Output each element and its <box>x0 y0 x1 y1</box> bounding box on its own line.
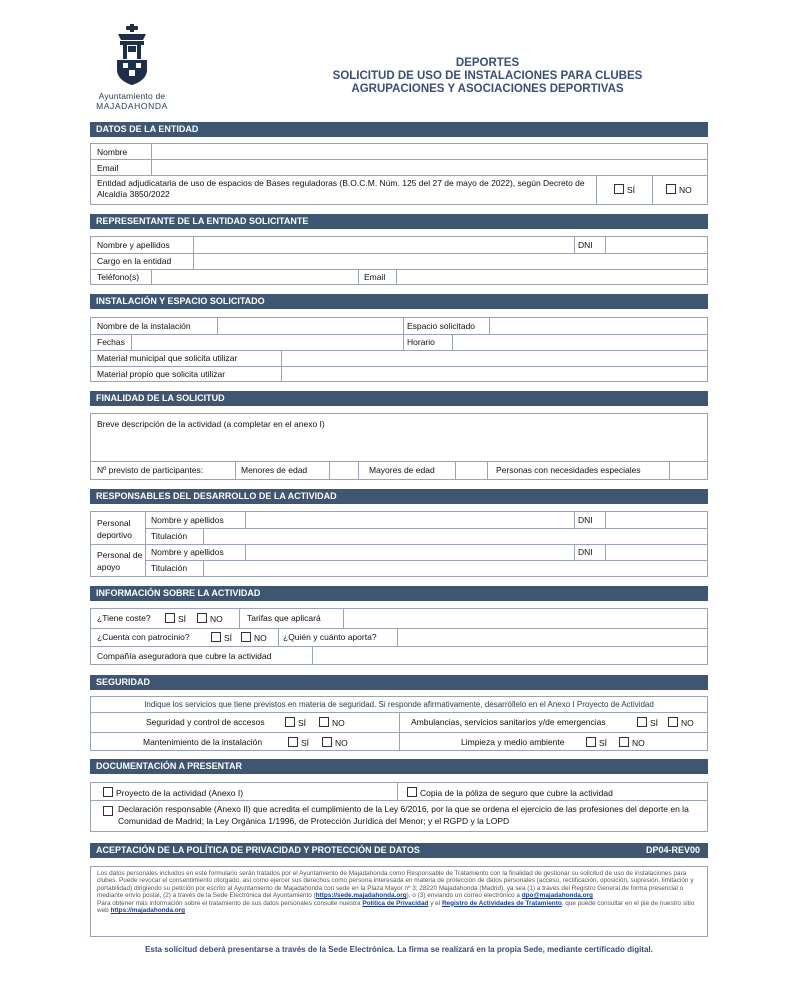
deportivo-nombre-field[interactable] <box>246 512 574 528</box>
limpieza-si-option[interactable]: SÍ <box>586 737 607 749</box>
coste-si-option[interactable]: SÍ <box>165 613 186 625</box>
section-heading-instalacion: INSTALACIÓN Y ESPACIO SOLICITADO <box>90 294 708 309</box>
representante-telefono-field[interactable] <box>152 270 357 285</box>
checkbox[interactable] <box>586 737 596 747</box>
label-personal-apoyo: Personal de apoyo <box>97 550 143 572</box>
finalidad-table <box>90 413 708 480</box>
apoyo-titulacion-field[interactable] <box>204 561 707 576</box>
checkbox[interactable] <box>668 717 678 727</box>
checkbox[interactable] <box>103 787 113 797</box>
label-mantenimiento: Mantenimiento de la instalación <box>143 737 263 747</box>
label-material-municipal: Material municipal que solicita utilizar <box>97 353 238 363</box>
label-titulacion-deportivo: Titulación <box>151 531 188 541</box>
material-propio-field[interactable] <box>282 367 707 382</box>
label-nombre-apellidos: Nombre y apellidos <box>97 240 170 250</box>
quien-field[interactable] <box>398 629 707 646</box>
mantenimiento-si-option[interactable]: SÍ <box>288 737 309 749</box>
label-adjudicataria: Entidad adjudicataria de uso de espacios de Bases reguladoras (B.O.C.M. Núm. 125 del 27 de mayo de 2022), según Decreto de Alcaldía 3850/2022 <box>97 178 585 199</box>
title-line-3: AGRUPACIONES Y ASOCIACIONES DEPORTIVAS <box>351 83 624 95</box>
logo-line-1: Ayuntamiento de <box>98 91 166 101</box>
label-patrocinio: ¿Cuenta con patrocinio? <box>97 632 190 642</box>
label-personal-deportivo: Personal deportivo <box>97 518 132 540</box>
representante-dni-field[interactable] <box>606 237 707 253</box>
checkbox[interactable] <box>666 184 676 194</box>
section-heading-entidad: DATOS DE LA ENTIDAD <box>90 122 708 137</box>
privacidad-box <box>90 866 708 937</box>
descripcion-field[interactable] <box>91 414 707 460</box>
entidad-table <box>90 143 708 205</box>
deportivo-dni-field[interactable] <box>606 512 707 528</box>
limpieza-no-option[interactable]: NO <box>619 737 645 749</box>
checkbox[interactable] <box>288 737 298 747</box>
necesidades-field[interactable] <box>670 462 707 480</box>
entidad-email-field[interactable] <box>152 160 707 175</box>
section-heading-seguridad: SEGURIDAD <box>90 675 708 690</box>
label-tarifas: Tarifas que aplicará <box>247 613 321 623</box>
documentacion-table <box>90 782 708 832</box>
label-titulacion-apoyo: Titulación <box>151 563 188 573</box>
label-dni-apoyo: DNI <box>578 547 593 557</box>
tarifas-field[interactable] <box>344 609 707 628</box>
ambulancias-si-option[interactable]: SÍ <box>637 717 658 729</box>
control-no-option[interactable]: NO <box>319 717 345 729</box>
checkbox[interactable] <box>319 717 329 727</box>
patrocinio-no-option[interactable]: NO <box>241 632 267 644</box>
doc-declaracion-label: Declaración responsable (Anexo II) que acredita el cumplimiento de la Ley 6/2016, por la que se ordena el ejercicio de las profesiones del deporte en la Comunidad de Madrid; la Ley Orgánica 1/1996, de Protección Jurídica del Menor; y el RGPD y la LOPD <box>118 804 689 826</box>
label-descripcion: Breve descripción de la actividad (a completar en el anexo I) <box>97 419 325 429</box>
checkbox[interactable] <box>637 717 647 727</box>
label-cargo: Cargo en la entidad <box>97 256 172 266</box>
title-line-1: DEPORTES <box>455 57 520 69</box>
label-limpieza: Limpieza y medio ambiente <box>461 737 565 747</box>
section-heading-representante: REPRESENTANTE DE LA ENTIDAD SOLICITANTE <box>90 214 708 229</box>
control-si-option[interactable]: SÍ <box>285 717 306 729</box>
logo <box>90 24 174 110</box>
seguridad-intro: Indique los servicios que tiene previstos en materia de seguridad. Si responde afirmativamente, desarróllelo en el Anexo I Proyecto de Actividad <box>144 700 654 709</box>
patrocinio-si-option[interactable]: SÍ <box>211 632 232 644</box>
sede-link[interactable]: https://sede.majadahonda.org <box>315 892 407 900</box>
logo-line-2: MAJADAHONDA <box>96 101 168 111</box>
section-heading-finalidad: FINALIDAD DE LA SOLICITUD <box>90 391 708 406</box>
checkbox[interactable] <box>619 737 629 747</box>
page-title <box>300 57 675 96</box>
representante-nombre-field[interactable] <box>194 237 574 253</box>
label-material-propio: Material propio que solicita utilizar <box>97 369 226 379</box>
dpo-link[interactable]: dpo@majadahonda.org <box>521 892 593 900</box>
responsables-table <box>90 511 708 577</box>
adjudicataria-no-option[interactable]: NO <box>666 184 692 196</box>
document-code: DP04-REV00 <box>645 845 700 855</box>
representante-table <box>90 236 708 285</box>
mayores-field[interactable] <box>456 462 486 480</box>
checkbox[interactable] <box>197 613 207 623</box>
label-participantes: Nº previsto de participantes: <box>97 465 204 475</box>
checkbox[interactable] <box>241 632 251 642</box>
representante-cargo-field[interactable] <box>194 254 707 269</box>
doc-declaracion-checkbox[interactable] <box>103 806 113 816</box>
label-coste: ¿Tiene coste? <box>97 613 151 623</box>
representante-email-field[interactable] <box>397 270 707 285</box>
label-nombre-deportivo: Nombre y apellidos <box>151 515 224 525</box>
doc-proyecto-option[interactable]: Proyecto de la actividad (Anexo I) <box>103 787 243 799</box>
section-heading-privacidad <box>90 843 708 858</box>
label-telefono: Teléfono(s) <box>97 272 140 282</box>
section-heading-documentacion: DOCUMENTACIÓN A PRESENTAR <box>90 759 708 774</box>
section-heading-responsables: RESPONSABLES DEL DESARROLLO DE LA ACTIVIDAD <box>90 489 708 504</box>
label-necesidades: Personas con necesidades especiales <box>496 465 641 475</box>
material-municipal-field[interactable] <box>282 351 707 366</box>
entidad-nombre-field[interactable] <box>152 144 707 159</box>
label-nombre-instalacion: Nombre de la instalación <box>97 321 191 331</box>
label-nombre: Nombre <box>97 147 128 157</box>
web-link[interactable]: https://majadahonda.org <box>110 907 186 915</box>
deportivo-titulacion-field[interactable] <box>204 529 707 544</box>
menores-field[interactable] <box>330 462 358 480</box>
footer-note: Esta solicitud deberá presentarse a través de la Sede Electrónica. La firma se realizará en la propia Sede, mediante certificado digital. <box>145 945 653 954</box>
title-line-2: SOLICITUD DE USO DE INSTALACIONES PARA CLUBES <box>332 70 643 82</box>
label-ambulancias: Ambulancias, servicios sanitarios y/de emergencias <box>411 717 606 727</box>
ambulancias-no-option[interactable]: NO <box>668 717 694 729</box>
checkbox[interactable] <box>211 632 221 642</box>
seguridad-table <box>90 696 708 751</box>
checkbox[interactable] <box>285 717 295 727</box>
instalacion-table <box>90 317 708 382</box>
instalacion-espacio-field[interactable] <box>490 318 707 334</box>
checkbox[interactable] <box>322 737 332 747</box>
coste-no-option[interactable]: NO <box>197 613 223 625</box>
checkbox[interactable] <box>407 787 417 797</box>
instalacion-horario-field[interactable] <box>453 335 707 350</box>
label-dni: DNI <box>578 240 593 250</box>
checkbox[interactable] <box>165 613 175 623</box>
adjudicataria-si-option[interactable]: SÍ <box>614 184 635 196</box>
label-email: Email <box>97 163 119 173</box>
label-aseguradora: Compañía aseguradora que cubre la actividad <box>97 651 272 661</box>
section-heading-informacion: INFORMACIÓN SOBRE LA ACTIVIDAD <box>90 586 708 601</box>
doc-poliza-option[interactable]: Copia de la póliza de seguro que cubre la actividad <box>407 787 613 799</box>
label-dni-deportivo: DNI <box>578 515 593 525</box>
label-control: Seguridad y control de accesos <box>146 717 265 727</box>
coat-of-arms-icon <box>90 24 174 86</box>
label-mayores: Mayores de edad <box>369 465 435 475</box>
aseguradora-field[interactable] <box>313 647 707 665</box>
apoyo-nombre-field[interactable] <box>246 545 574 560</box>
label-menores: Menores de edad <box>241 465 308 475</box>
instalacion-fechas-field[interactable] <box>132 335 402 350</box>
politica-privacidad-link[interactable]: Política de Privacidad <box>362 899 429 907</box>
privacidad-heading-text: ACEPTACIÓN DE LA POLÍTICA DE PRIVACIDAD Y PROTECCIÓN DE DATOS <box>96 845 420 855</box>
label-email: Email <box>364 272 386 282</box>
label-espacio: Espacio solicitado <box>407 321 476 331</box>
label-nombre-apoyo: Nombre y apellidos <box>151 547 224 557</box>
label-fechas: Fechas <box>97 337 125 347</box>
mantenimiento-no-option[interactable]: NO <box>322 737 348 749</box>
informacion-table <box>90 608 708 665</box>
label-quien: ¿Quién y cuánto aporta? <box>283 632 377 642</box>
privacidad-text: Los datos personales incluidos en este formulario serán tratados por el Ayuntamiento de Majadahonda como Responsable de Tratamiento con la finalidad de gestionar su solicitud de uso de instalaciones para clubes. Puede revocar el consentimiento otorgado, así como ejercer sus derechos como persona interesada en materia de protección de datos personales (acceso, rectificación, oposición, supresión, limitación y portabilidad) dirigiendo su petición por escrito al Ayuntamiento de Majadahonda con sede en la Plaza Mayor nº 3; 28220 Majadahonda (Madrid), ya sea (1) a través del Registro General de forma presencial o mediante envío postal, (2) a través de la Sede Electrónica del Ayuntamiento (https://sede.majadahonda.org), o (3) enviando un correo electrónico a dpo@majadahonda.org Para obtener más información sobre el tratamiento de sus datos personales consulte nuestra Política de Privacidad y el Registro de Actividades de Tratamiento, que puede consultar en el pie de nuestro sitio web https://majadahonda.org <box>97 870 695 915</box>
label-horario: Horario <box>407 337 435 347</box>
apoyo-dni-field[interactable] <box>606 545 707 560</box>
checkbox[interactable] <box>614 184 624 194</box>
instalacion-nombre-field[interactable] <box>218 318 403 334</box>
registro-actividades-link[interactable]: Registro de Actividades de Tratamiento <box>441 899 562 907</box>
